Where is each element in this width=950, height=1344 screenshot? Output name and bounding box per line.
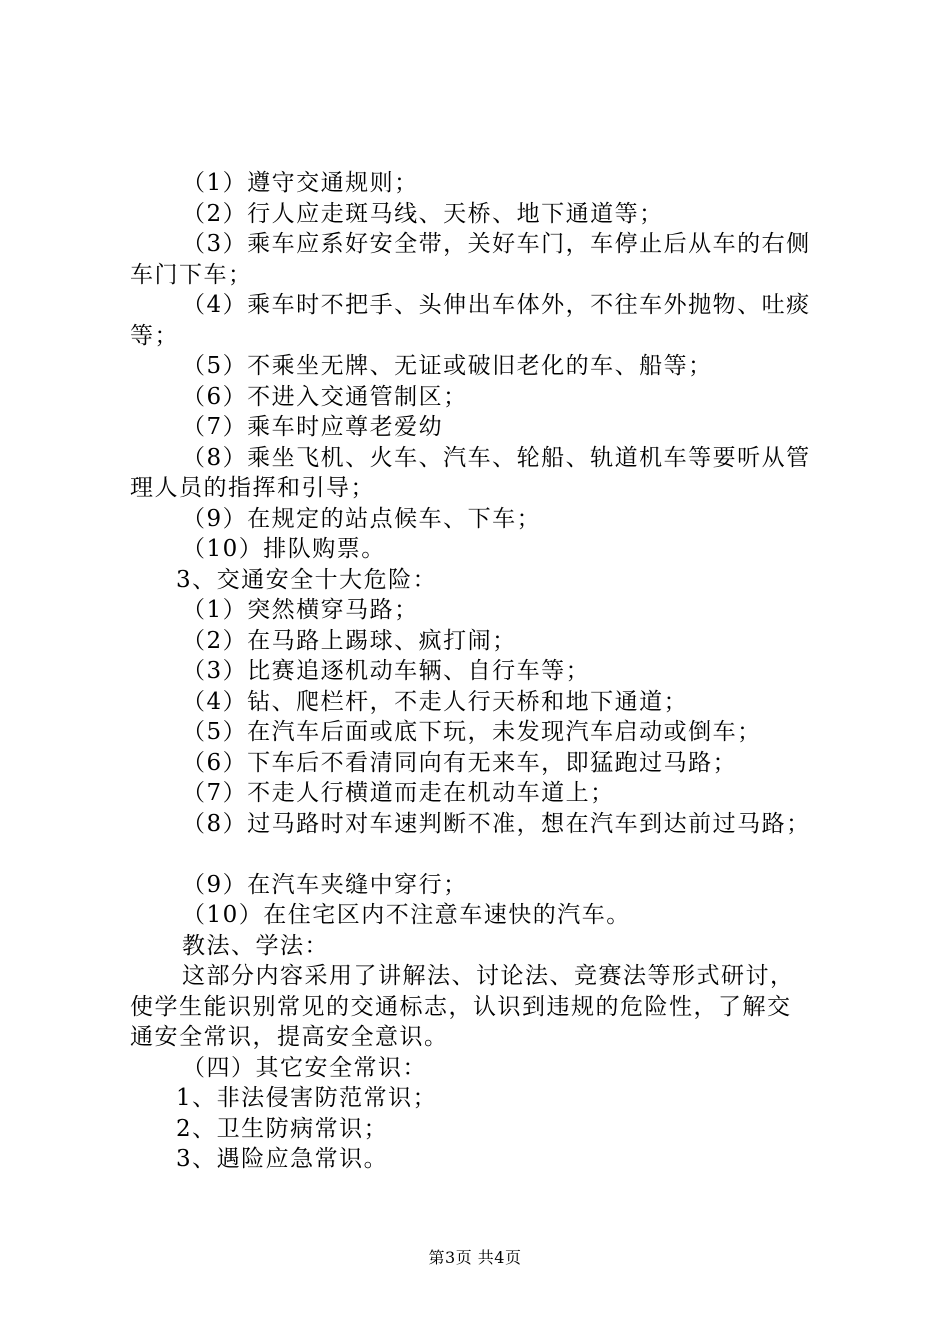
- text-line: （2）行人应走斑马线、天桥、地下通道等；: [182, 200, 664, 227]
- text-line: （1）遵守交通规则；: [182, 170, 419, 196]
- text-line: （4）钻、爬栏杆，不走人行天桥和地下通道；: [182, 688, 689, 715]
- page-number: 第3页 共4页: [428, 1248, 522, 1267]
- section-heading: （四）其它安全常识：: [182, 1054, 427, 1081]
- text-line: （5）不乘坐无牌、无证或破旧老化的车、船等；: [182, 353, 713, 379]
- text-line: （8）过马路时对车速判断不准，想在汽车到达前过马路；: [182, 810, 811, 837]
- text-line: 理人员的指挥和引导；: [130, 475, 375, 501]
- blank-line: [130, 839, 830, 870]
- text-line: 3、遇险应急常识。: [176, 1146, 389, 1172]
- text-line: 1、非法侵害防范常识；: [176, 1085, 438, 1111]
- text-line: （1）突然横穿马路；: [182, 597, 419, 623]
- text-line: （7）不走人行横道而走在机动车道上；: [182, 780, 615, 806]
- text-line: （7）乘车时应尊老爱幼: [182, 414, 444, 440]
- text-line: （3）乘车应系好安全带，关好车门，车停止后从车的右侧: [182, 231, 811, 257]
- text-line: （9）在规定的站点候车、下车；: [182, 505, 542, 532]
- text-line: （10）排队购票。: [182, 536, 386, 562]
- text-line: （3）比赛追逐机动车辆、自行车等；: [182, 658, 591, 684]
- text-line: （6）下车后不看清同向有无来车，即猛跑过马路；: [182, 749, 738, 776]
- section-heading: 3、交通安全十大危险：: [176, 566, 438, 593]
- text-line: 等；: [130, 322, 179, 349]
- text-line: 通安全常识，提高安全意识。: [130, 1024, 449, 1050]
- text-line: （10）在住宅区内不注意车速快的汽车。: [182, 902, 631, 928]
- page-footer: [0, 1245, 950, 1268]
- text-line: （2）在马路上踢球、疯打闹；: [182, 627, 517, 654]
- text-line: 这部分内容采用了讲解法、讨论法、竞赛法等形式研讨，: [182, 963, 795, 989]
- text-line: （9）在汽车夹缝中穿行；: [182, 871, 468, 898]
- section-heading: 教法、学法：: [182, 932, 329, 959]
- text-line: （6）不进入交通管制区；: [182, 383, 468, 410]
- text-line: 2、卫生防病常识；: [176, 1115, 389, 1142]
- text-line: （8）乘坐飞机、火车、汽车、轮船、轨道机车等要听从管: [182, 444, 811, 471]
- text-line: （5）在汽车后面或底下玩，未发现汽车启动或倒车；: [182, 719, 762, 745]
- text-line: 使学生能识别常见的交通标志，认识到违规的危险性，了解交: [130, 993, 792, 1020]
- text-line: 车门下车；: [130, 261, 253, 288]
- text-line: （4）乘车时不把手、头伸出车体外，不往车外抛物、吐痰: [182, 292, 811, 318]
- body-text: [130, 168, 830, 1175]
